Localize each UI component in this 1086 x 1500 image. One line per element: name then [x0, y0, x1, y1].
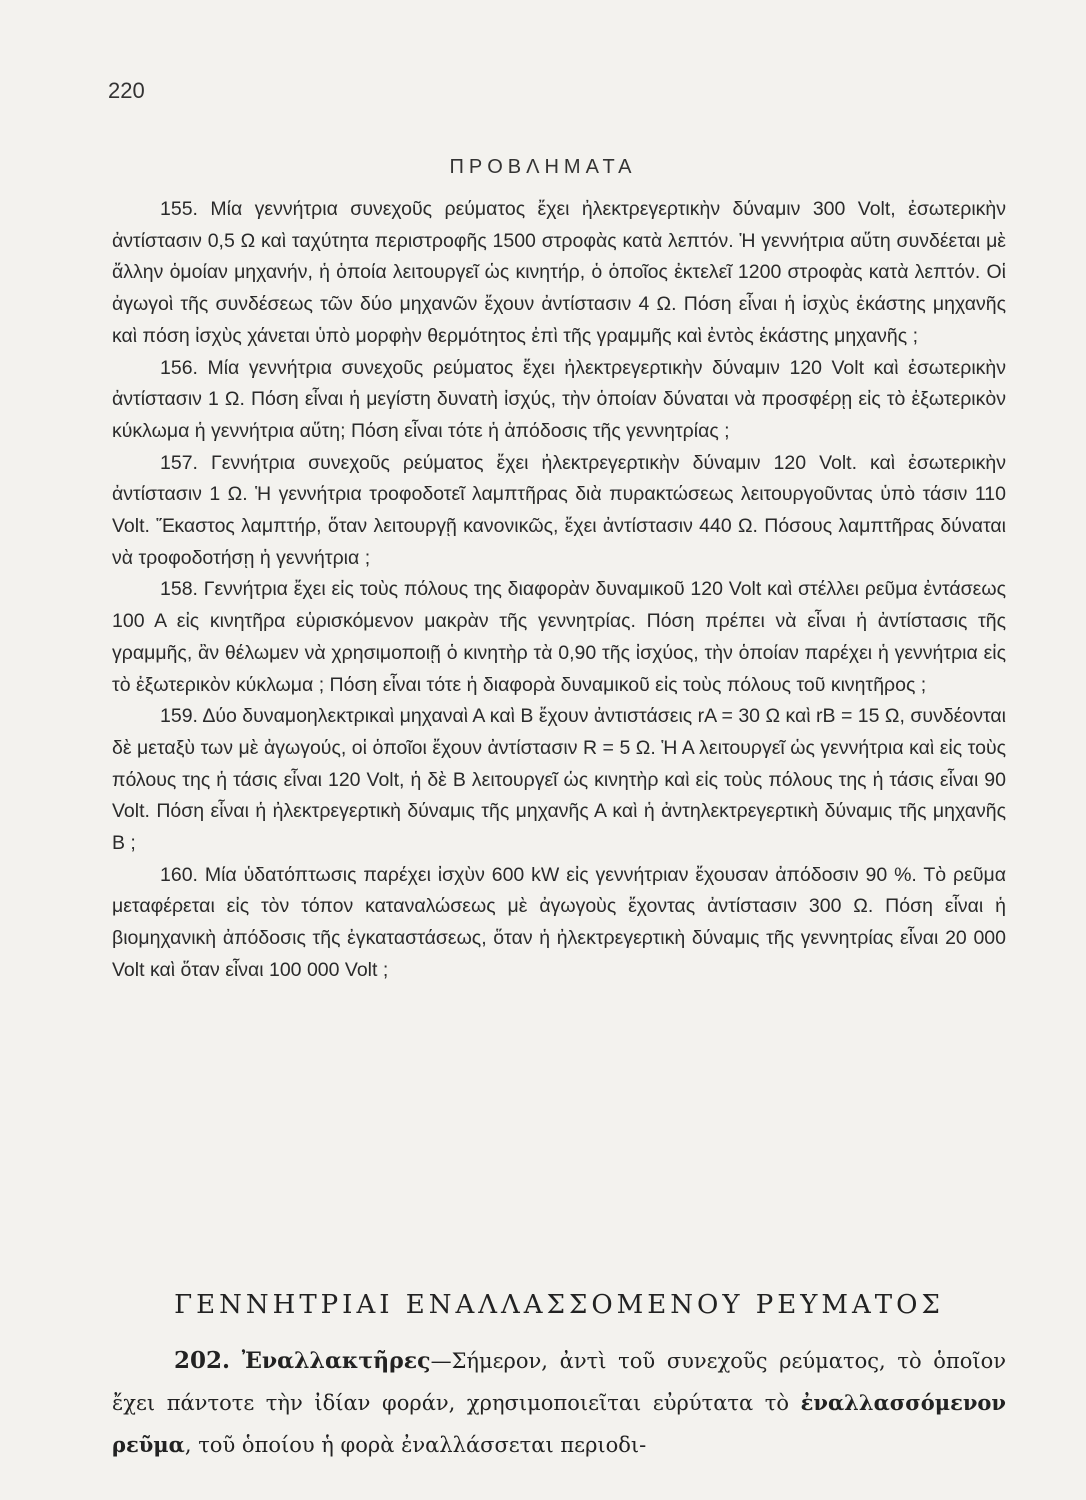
intro-section	[112, 1340, 1006, 1466]
problem-156: 156. Μία γεννήτρια συνεχοῦς ρεύματος ἔχει ἠλεκτρεγερτικὴν δύναμιν 120 Volt καὶ ἐσωτερικὴν ἀντίστασιν 1 Ω. Πόση εἶναι ἡ μεγίστη δυνατὴ ἰσχύς, τὴν ὁποίαν δύναται νὰ προσφέρῃ εἰς τὸ ἐξωτερικὸν κύκλωμα ἡ γεννήτρια αὕτη; Πόση εἶναι τότε ἡ ἀπόδοσις τῆς γεννητρίας ;	[112, 356, 1006, 442]
chapter-title: ΓΕΝΝΗΤΡΙΑΙ ΕΝΑΛΛΑΣΣΟΜΕΝΟΥ ΡΕΥΜΑΤΟΣ	[174, 1290, 944, 1320]
intro-paragraph	[112, 1340, 1006, 1466]
intro-text-1: —Σήμερον, ἀντὶ τοῦ συνεχοῦς ρεύματος, τὸ ὁποῖον ἔχει πάντοτε τὴν ἰδίαν φοράν, χρησιμοποιεῖται εὐρύτατα τὸ	[112, 1349, 1006, 1415]
problems-list	[112, 194, 1006, 987]
intro-bold-term: ἐναλλασσόμενον ρεῦμα	[112, 1390, 1006, 1457]
problem-157: 157. Γεννήτρια συνεχοῦς ρεύματος ἔχει ἠλεκτρεγερτικὴν δύναμιν 120 Volt. καὶ ἐσωτερικὴν ἀντίστασιν 1 Ω. Ἡ γεννήτρια τροφοδοτεῖ λαμπτῆρας διὰ πυρακτώσεως λειτουργοῦντας ὑπὸ τάσιν 110 Volt. Ἕκαστος λαμπτήρ, ὅταν λειτουργῇ κανονικῶς, ἔχει ἀντίστασιν 440 Ω. Πόσους λαμπτῆρας δύναται νὰ τροφοδοτήσῃ ἡ γεννήτρια ;	[112, 451, 1006, 569]
problem-160: 160. Μία ὑδατόπτωσις παρέχει ἰσχὺν 600 kW εἰς γεννήτριαν ἔχουσαν ἀπόδοσιν 90 %. Τὸ ρεῦμα μεταφέρεται εἰς τὸν τόπον καταναλώσεως μὲ ἀγωγοὺς ἔχοντας ἀντίστασιν 300 Ω. Πόση εἶναι ἡ βιομηχανικὴ ἀπόδοσις τῆς ἐγκαταστάσεως, ὅταν ἡ ἠλεκτρεγερτικὴ δύναμις τῆς γεννητρίας εἶναι 20 000 Volt καὶ ὅταν εἶναι 100 000 Volt ;	[112, 863, 1006, 981]
problem-159: 159. Δύο δυναμοηλεκτρικαὶ μηχαναὶ Α καὶ Β ἔχουν ἀντιστάσεις rA = 30 Ω καὶ rB = 15 Ω, συνδέονται δὲ μεταξὺ των μὲ ἀγωγούς, οἱ ὁποῖοι ἔχουν ἀντίστασιν R = 5 Ω. Ἡ Α λειτουργεῖ ὡς γεννήτρια καὶ εἰς τοὺς πόλους της ἡ τάσις εἶναι 120 Volt, ἡ δὲ Β λειτουργεῖ ὡς κινητὴρ καὶ εἰς τοὺς πόλους της ἡ τάσις εἶναι 90 Volt. Πόση εἶναι ἡ ἠλεκτρεγερτικὴ δύναμις τῆς μηχανῆς Α καὶ ἡ ἀντηλεκτρεγερτικὴ δύναμις τῆς μηχανῆς Β ;	[112, 705, 1006, 855]
page-number: 220	[108, 78, 145, 103]
problem-158: 158. Γεννήτρια ἔχει εἰς τοὺς πόλους της διαφορὰν δυναμικοῦ 120 Volt καὶ στέλλει ρεῦμα ἐντάσεως 100 Α εἰς κινητῆρα εὑρισκόμενον μακρὰν τῆς γεννητρίας. Πόση πρέπει νὰ εἶναι ἡ ἀντίστασις τῆς γραμμῆς, ἂν θέλωμεν νὰ χρησιμοποιῇ ὁ κινητὴρ τὰ 0,90 τῆς ἰσχύος, τὴν ὁποίαν παρέχει ἡ γεννήτρια εἰς τὸ ἐξωτερικὸν κύκλωμα ; Πόση εἶναι τότε ἡ διαφορὰ δυναμικοῦ εἰς τοὺς πόλους τοῦ κινητῆρος ;	[112, 578, 1006, 696]
section-term: Ἐναλλακτῆρες	[241, 1348, 431, 1374]
section-title: ΠΡΟΒΛΗΜΑΤΑ	[449, 156, 637, 178]
problem-155: 155. Μία γεννήτρια συνεχοῦς ρεύματος ἔχει ἠλεκτρεγερτικὴν δύναμιν 300 Volt, ἐσωτερικὴν ἀντίστασιν 0,5 Ω καὶ ταχύτητα περιστροφῆς 1500 στροφὰς κατὰ λεπτόν. Ἡ γεννήτρια αὕτη συνδέεται μὲ ἄλλην ὁμοίαν μηχανήν, ἡ ὁποία λειτουργεῖ ὡς κινητήρ, ὁ ὁποῖος ἐκτελεῖ 1200 στροφὰς κατὰ λεπτόν. Οἱ ἀγωγοὶ τῆς συνδέσεως τῶν δύο μηχανῶν ἔχουν ἀντίστασιν 4 Ω. Πόση εἶναι ἡ ἰσχὺς ἑκάστης μηχανῆς καὶ πόση ἰσχὺς χάνεται ὑπὸ μορφὴν θερμότητος ἐπὶ τῆς γραμμῆς καὶ ἐντὸς ἑκάστης μηχανῆς ;	[112, 198, 1006, 347]
section-number: 202.	[174, 1347, 231, 1374]
intro-text-2: , τοῦ ὁποίου ἡ φορὰ ἐναλλάσσεται περιοδι-	[184, 1433, 647, 1457]
